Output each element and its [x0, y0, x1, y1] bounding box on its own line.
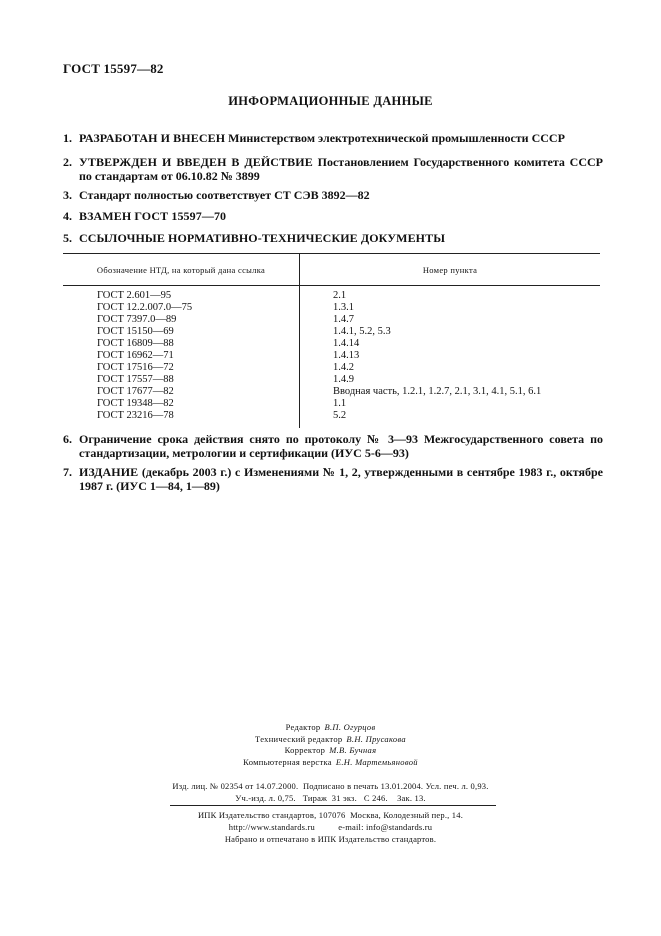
item-caps: ИЗДАНИЕ	[79, 465, 139, 479]
item-number: 4.	[63, 209, 72, 223]
table-row	[63, 386, 600, 398]
item-text	[79, 131, 603, 145]
pubinfo-line-1: Изд. лиц. № 02354 от 14.07.2000. Подписано в печать 13.01.2004. Усл. печ. л. 0,93.	[172, 781, 489, 791]
cell-designation: ГОСТ 12.2.007.0—75	[63, 302, 300, 314]
publisher-contacts: http://www.standards.ru e-mail: info@standards.ru	[228, 822, 433, 832]
publication-info	[0, 780, 661, 804]
item-text	[79, 465, 603, 493]
credit-role: Технический редактор	[255, 733, 343, 744]
item-caps: ССЫЛОЧНЫЕ НОРМАТИВНО-ТЕХНИЧЕСКИЕ ДОКУМЕНТЫ	[79, 231, 446, 245]
cell-clause: Вводная часть, 1.2.1, 1.2.7, 2.1, 3.1, 4.1, 5.1, 6.1	[333, 386, 542, 397]
item-number: 7.	[63, 465, 72, 479]
cell-designation: ГОСТ 16809—88	[63, 338, 300, 350]
item-body: Стандарт полностью соответствует СТ СЭВ 3892—82	[79, 188, 370, 202]
table-row	[63, 302, 600, 314]
cell-designation: ГОСТ 17557—88	[63, 374, 300, 386]
publisher-printing-note: Набрано и отпечатано в ИПК Издательство стандартов.	[224, 834, 437, 844]
pubinfo-line-2: Уч.-изд. л. 0,75. Тираж 31 экз. С 246. Зак. 13.	[235, 793, 426, 803]
item-text	[79, 155, 603, 183]
info-item-2	[63, 155, 603, 183]
item-body: (декабрь 2003 г.) с Изменениями № 1, 2, утвержденными в сентябре 1983 г., октябре 1987 г. (ИУС 1—84, 1—89)	[79, 465, 603, 493]
item-caps: РАЗРАБОТАН И ВНЕСЕН	[79, 131, 226, 145]
table-row	[63, 338, 600, 350]
credit-name: В.Н. Прусакова	[346, 733, 406, 744]
table-row	[63, 410, 600, 428]
credit-technical-editor	[0, 734, 661, 746]
reference-documents-table	[63, 253, 600, 428]
cell-clause: 1.4.1, 5.2, 5.3	[333, 326, 391, 337]
info-item-6	[63, 432, 603, 460]
item-text	[79, 209, 603, 223]
cell-clause: 1.3.1	[333, 302, 354, 313]
info-item-5	[63, 231, 603, 245]
cell-clause: 1.1	[333, 398, 347, 409]
credit-name: Е.Н. Мартемьяновой	[335, 756, 418, 767]
info-item-3	[63, 188, 603, 202]
item-text	[79, 231, 603, 245]
table-header-row	[63, 254, 600, 286]
cell-designation: ГОСТ 17677—82	[63, 386, 300, 398]
table-row	[63, 314, 600, 326]
credit-editor	[0, 722, 661, 734]
table-row	[63, 374, 600, 386]
credit-role: Редактор	[285, 722, 321, 732]
cell-designation: ГОСТ 19348—82	[63, 398, 300, 410]
cell-clause: 1.4.7	[333, 314, 354, 325]
item-number: 3.	[63, 188, 72, 202]
item-number: 6.	[63, 432, 72, 446]
item-text	[79, 432, 603, 460]
info-item-7	[63, 465, 603, 493]
cell-designation: ГОСТ 2.601—95	[63, 286, 300, 303]
credit-role: Компьютерная верстка	[243, 756, 332, 767]
cell-designation: ГОСТ 15150—69	[63, 326, 300, 338]
table-row	[63, 350, 600, 362]
item-body: Министерством электротехнической промышленности СССР	[225, 131, 565, 145]
table-row	[63, 398, 600, 410]
table-row	[63, 362, 600, 374]
cell-clause: 5.2	[333, 410, 347, 421]
item-number: 1.	[63, 131, 72, 145]
credit-name: В.П. Огурцов	[324, 722, 376, 732]
item-body: Ограничение срока действия снято по протоколу № 3—93 Межгосударственного совета по стандартизации, метрологии и сертификации (ИУС 5-6—93)	[79, 432, 603, 460]
editorial-credits	[0, 722, 661, 768]
divider-rule	[170, 805, 496, 806]
table-row	[63, 286, 600, 303]
item-caps: УТВЕРЖДЕН И ВВЕДЕН В ДЕЙСТВИЕ	[79, 155, 313, 169]
cell-clause: 1.4.14	[333, 338, 360, 349]
publisher-address: ИПК Издательство стандартов, 107076 Москва, Колодезный пер., 14.	[197, 810, 464, 820]
credit-role: Корректор	[284, 745, 326, 755]
credit-layout	[0, 757, 661, 769]
cell-designation: ГОСТ 16962—71	[63, 350, 300, 362]
section-title: ИНФОРМАЦИОННЫЕ ДАННЫЕ	[228, 94, 433, 108]
cell-designation: ГОСТ 17516—72	[63, 362, 300, 374]
publisher-info	[0, 809, 661, 845]
header-ntd-designation: Обозначение НТД, на который дана ссылка	[63, 254, 300, 286]
item-number: 5.	[63, 231, 72, 245]
item-caps: ВЗАМЕН ГОСТ 15597—70	[79, 209, 227, 223]
cell-designation: ГОСТ 23216—78	[63, 410, 300, 428]
item-number: 2.	[63, 155, 72, 169]
item-body: Постановлением Государственного комитета СССР по стандартам от 06.10.82 № 3899	[79, 155, 603, 183]
info-item-1	[63, 131, 603, 145]
cell-clause: 2.1	[333, 290, 347, 301]
item-text	[79, 188, 603, 202]
cell-clause: 1.4.2	[333, 362, 354, 373]
cell-clause: 1.4.9	[333, 374, 354, 385]
cell-clause: 1.4.13	[333, 350, 360, 361]
info-item-4	[63, 209, 603, 223]
document-code: ГОСТ 15597—82	[63, 61, 164, 76]
cell-designation: ГОСТ 7397.0—89	[63, 314, 300, 326]
credit-name: М.В. Бучная	[329, 745, 377, 755]
table-row	[63, 326, 600, 338]
header-clause-number: Номер пункта	[300, 254, 601, 286]
credit-proofreader	[0, 745, 661, 757]
